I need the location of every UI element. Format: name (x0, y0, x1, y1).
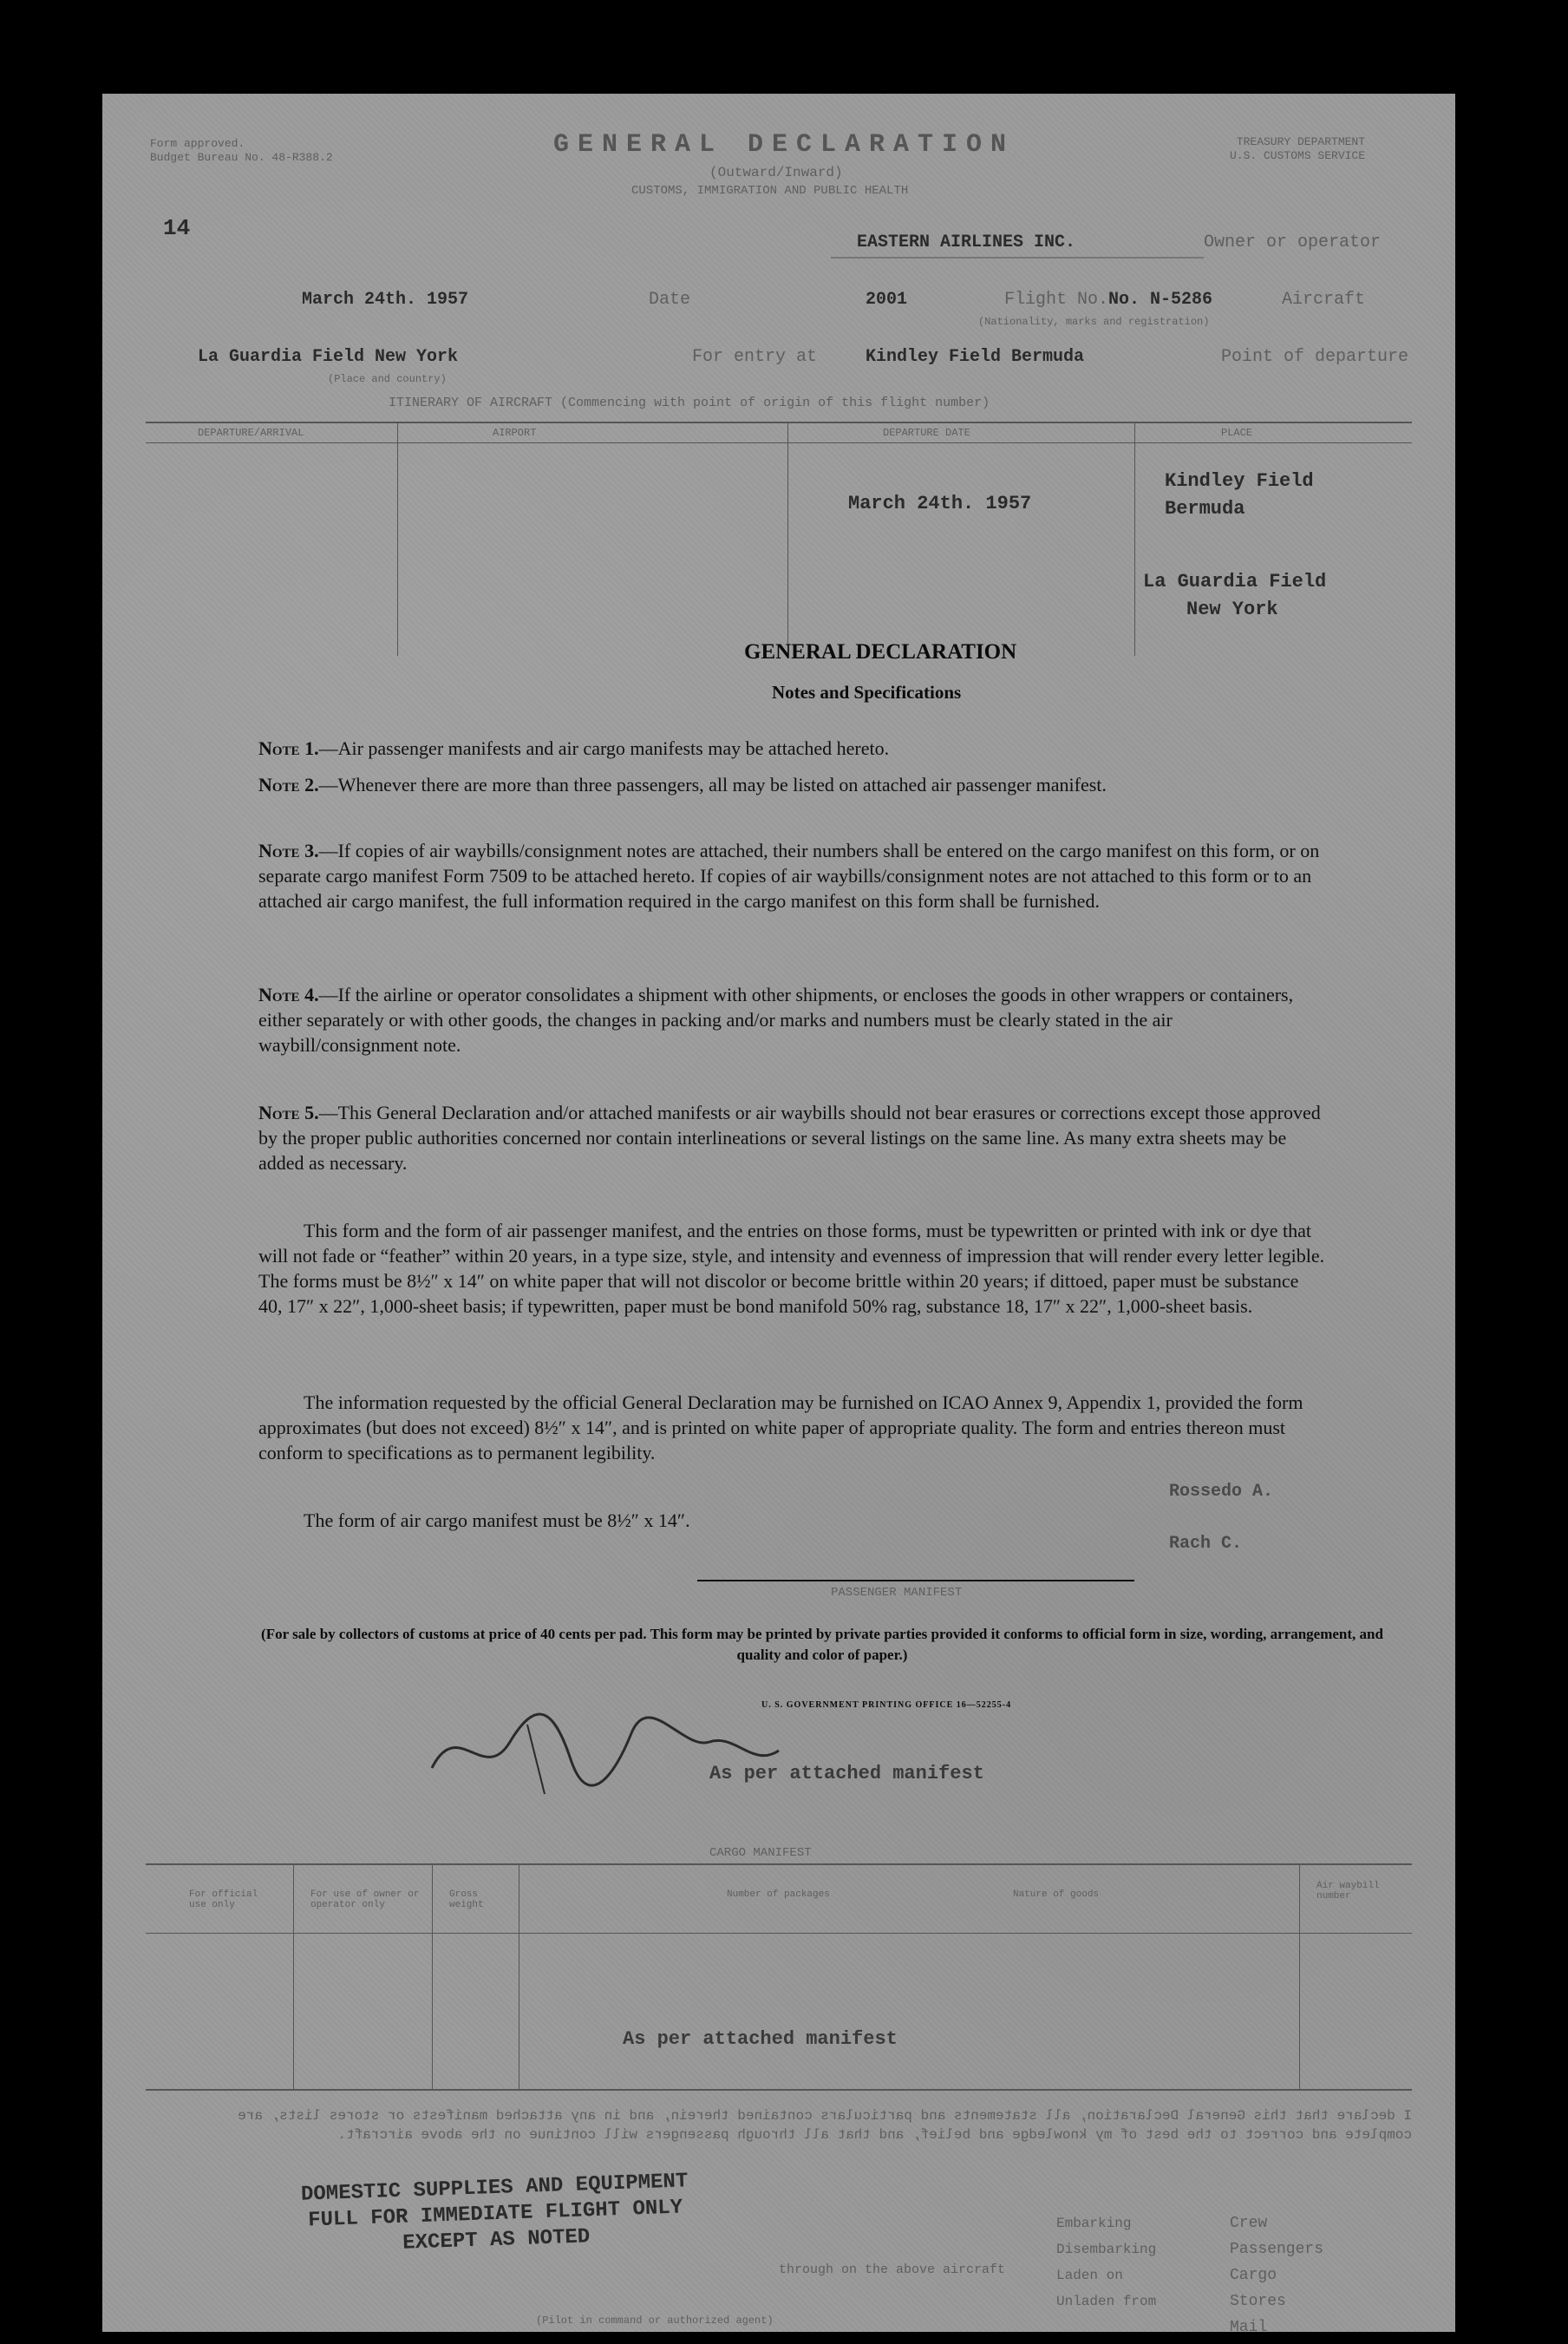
page-number: 14 (163, 215, 191, 241)
cargo-typed: As per attached manifest (623, 2028, 898, 2050)
signature-label: (Pilot in command or authorized agent) (536, 2315, 774, 2327)
treasury-text: TREASURY DEPARTMENT U.S. CUSTOMS SERVICE (1230, 135, 1366, 162)
separator-line (697, 1580, 1134, 1581)
aircraft-note: (Nationality, marks and registration) (978, 316, 1210, 328)
cargo-col-2: Number of packages (727, 1889, 830, 1900)
gpo-imprint: U. S. GOVERNMENT PRINTING OFFICE 16—52255-4 (761, 1700, 1012, 1710)
departure-place-note: (Place and country) (328, 373, 447, 385)
row-passengers: Passengers (1230, 2241, 1324, 2258)
note-1 (258, 736, 1325, 761)
owner-value: EASTERN AIRLINES INC. (857, 232, 1076, 252)
row-stores: Stores (1230, 2293, 1286, 2310)
sub-disembarking: Disembarking (1056, 2242, 1157, 2257)
itinerary-date: March 24th. 1957 (848, 493, 1032, 514)
through-text: through on the above aircraft (779, 2262, 1006, 2277)
itinerary-destination-country: New York (1186, 599, 1278, 620)
crew-rows (1230, 2210, 1323, 2341)
spec-paragraph-3: The form of air cargo manifest must be 8½″ x 14″. (304, 1509, 690, 1531)
form-header-agencies: CUSTOMS, IMMIGRATION AND PUBLIC HEALTH (631, 184, 909, 198)
passenger-manifest-label: PASSENGER MANIFEST (831, 1586, 963, 1600)
row-mail: Mail (1230, 2319, 1268, 2336)
note-1-label: Note 1. (258, 737, 319, 759)
crew-name-2: Rach C. (1169, 1534, 1243, 1554)
note-3-label: Note 3. (258, 840, 319, 861)
note-1-text: —Air passenger manifests and air cargo manifests may be attached hereto. (318, 737, 890, 759)
cargo-col-6: For official use only (189, 1889, 258, 1910)
crew-sub-rows (1056, 2210, 1156, 2315)
cargo-col-4: Gross weight (449, 1889, 484, 1910)
pilot-signature (423, 1699, 787, 1803)
cargo-col-1: Air waybill number (1316, 1881, 1380, 1902)
row-crew: Crew (1230, 2215, 1268, 2232)
note-4-text: —If the airline or operator consolidates a shipment with other shipments, or encloses the goods in other wrappers or containers, either separately or with other goods, the changes in packing and/or marks and numbers must be clearly stated in the air waybill/consignment note. (258, 984, 1294, 1056)
form-header-title: GENERAL DECLARATION (553, 130, 1016, 160)
cargo-manifest-label: CARGO MANIFEST (709, 1846, 812, 1860)
document-page (102, 94, 1455, 2336)
sub-embarking: Embarking (1056, 2216, 1132, 2231)
date-value: March 24th. 1957 (302, 290, 469, 310)
flight-value: 2001 (866, 290, 908, 310)
departure-value: Kindley Field Bermuda (866, 347, 1085, 367)
itinerary-col-3: DEPARTURE DATE (883, 427, 970, 439)
itinerary-col-1: DEPARTURE/ARRIVAL (198, 427, 304, 439)
sub-unladen: Unladen from (1056, 2294, 1157, 2309)
aircraft-value: No. N-5286 (1108, 290, 1213, 310)
note-5 (258, 1100, 1325, 1175)
note-2-text: —Whenever there are more than three passengers, all may be listed on attached air passenger manifest. (318, 774, 1107, 796)
itinerary-col-4: PLACE (1221, 427, 1253, 439)
note-4 (258, 982, 1325, 1057)
note-3-text: —If copies of air waybills/consignment notes are attached, their numbers shall be entered on the cargo manifest on this form, or on separate cargo manifest Form 7509 to be attached hereto. If copies of air waybills/consignment notes are not attached to this form or to an attached air cargo manifest, the full information required in the cargo manifest on this form shall be furnished. (258, 840, 1320, 912)
arrival-value: La Guardia Field New York (198, 347, 459, 367)
cargo-col-5: For use of owner or operator only (310, 1889, 420, 1910)
passenger-typed: As per attached manifest (709, 1763, 984, 1784)
departure-label: Point of departure (1221, 347, 1409, 367)
notes-title: GENERAL DECLARATION (744, 640, 1017, 664)
note-4-label: Note 4. (258, 984, 319, 1005)
aircraft-label: Aircraft (1282, 290, 1366, 310)
note-3 (258, 838, 1325, 913)
itinerary-destination: La Guardia Field (1143, 571, 1327, 593)
arrival-label: For entry at (692, 347, 818, 367)
crew-name-1: Rossedo A. (1169, 1482, 1274, 1502)
owner-label: Owner or operator (1204, 232, 1382, 252)
note-5-label: Note 5. (258, 1102, 319, 1123)
date-label: Date (649, 290, 691, 310)
spec-paragraph-2: The information requested by the official General Declaration may be furnished on ICAO Annex 9, Appendix 1, provided the form approximates (but does not exceed) 8½″ x 14″, and is printed on white paper of appropriate quality. The form and entries thereon must conform to specifications as to permanent legibility. (258, 1391, 1303, 1463)
declaration-text: I declare that this General Declaration, all statements and particulars contained therein, and in any attached manifests or stores lists, are complete and correct to the best of my knowledge and belief, and that all through passengers will continue on the above aircraft. (238, 2108, 1412, 2143)
itinerary-label: ITINERARY OF AIRCRAFT (Commencing with point of origin of this flight number) (389, 396, 990, 410)
sale-notice: (For sale by collectors of customs at price of 40 cents per pad. This form may be printed by private parties provided it conforms to official form in size, wording, arrangement, and quality and color of paper.) (261, 1626, 1383, 1663)
itinerary-origin: Kindley Field (1165, 470, 1314, 492)
form-approval-text: Form approved. Budget Bureau No. 48-R388.2 (150, 137, 333, 164)
flight-label: Flight No. (1004, 290, 1109, 310)
cargo-col-3: Nature of goods (1013, 1889, 1100, 1900)
note-2 (258, 772, 1325, 797)
itinerary-col-2: AIRPORT (493, 427, 537, 439)
customs-stamp: DOMESTIC SUPPLIES AND EQUIPMENT FULL FOR IMMEDIATE FLIGHT ONLY EXCEPT AS NOTED (300, 2170, 689, 2256)
row-cargo: Cargo (1230, 2267, 1277, 2284)
notes-subtitle: Notes and Specifications (772, 682, 962, 703)
note-2-label: Note 2. (258, 774, 319, 796)
itinerary-origin-country: Bermuda (1165, 498, 1245, 520)
sub-laden: Laden on (1056, 2268, 1123, 2283)
form-header-subtitle: (Outward/Inward) (709, 165, 843, 180)
note-5-text: —This General Declaration and/or attached manifests or air waybills should not bear erasures or corrections except those approved by the proper public authorities concerned nor contain interlineations or several listings on the same line. As many extra sheets may be added as necessary. (258, 1102, 1321, 1174)
spec-paragraph-1: This form and the form of air passenger manifest, and the entries on those forms, must be typewritten or printed with ink or dye that will not fade or “feather” within 20 years, in a type size, style, and intensity and evenness of impression that will render every letter legible. The forms must be 8½″ x 14″ on white paper that will not discolor or become brittle within 20 years; if dittoed, paper must be substance 40, 17″ x 22″, 1,000-sheet basis; if typewritten, paper must be bond manifold 50% rag, substance 18, 17″ x 22″, 1,000-sheet basis. (258, 1220, 1325, 1317)
